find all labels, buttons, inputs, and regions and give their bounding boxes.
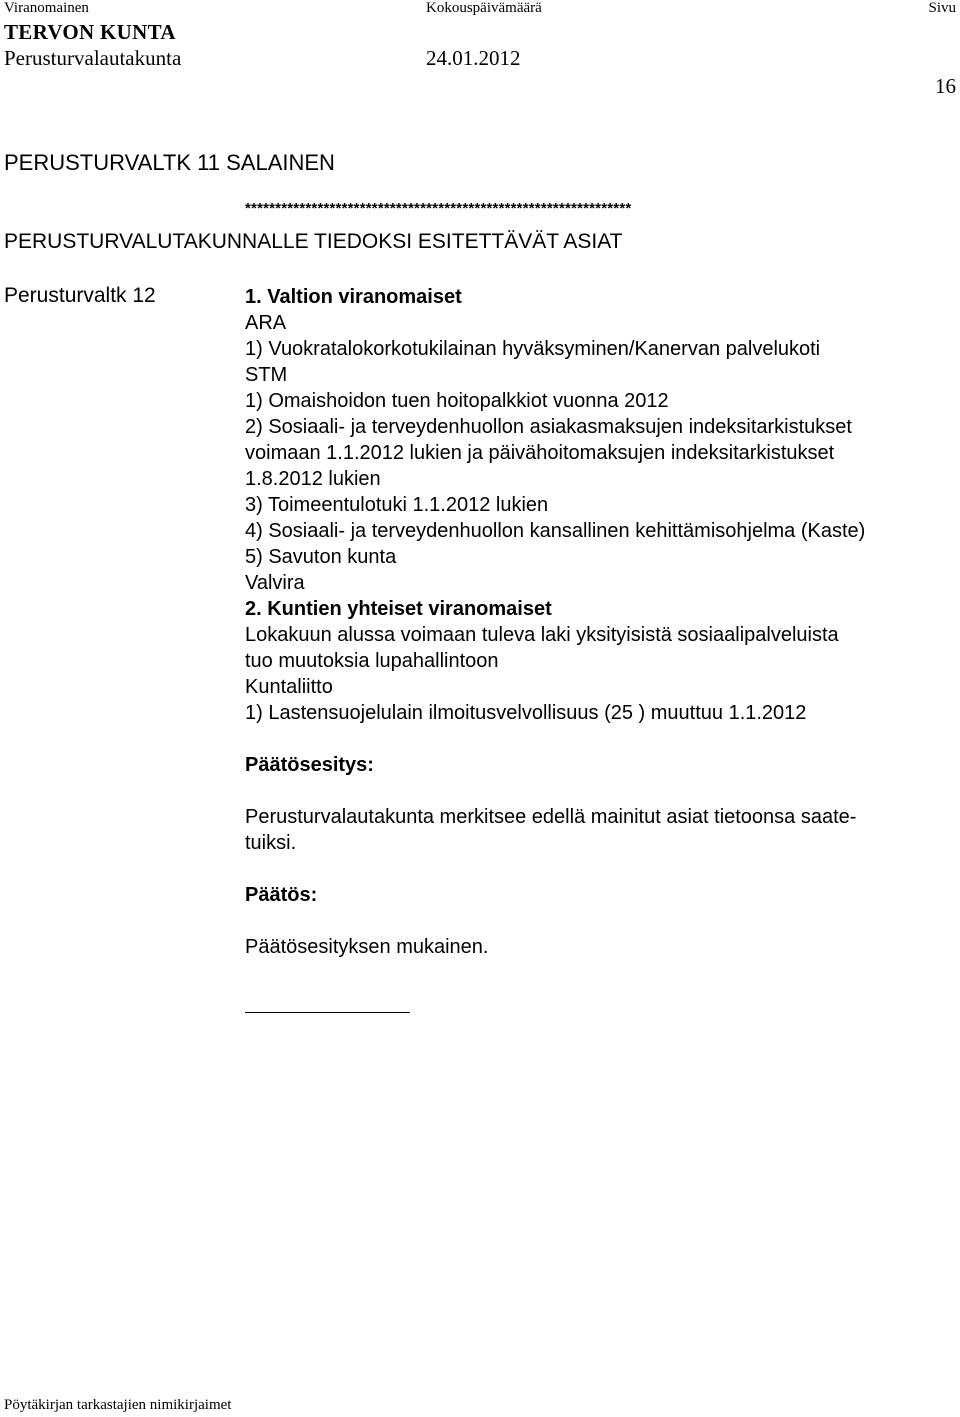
proposal-line-1: Perusturvalautakunta merkitsee edellä mainitut asiat tietoonsa saate- [245,806,857,828]
line-stm: STM [245,364,288,386]
proposal-label: Päätösesitys: [245,754,374,776]
line-stm-item-2c: 1.8.2012 lukien [245,468,381,490]
board-name: Perusturvalautakunta [4,46,182,70]
section-title: PERUSTURVALTK 11 SALAINEN [4,150,335,175]
heading-state-authorities: 1. Valtion viranomaiset [245,286,462,308]
decision-label: Päätös: [245,884,318,906]
decision-text: Päätösesityksen mukainen. [245,936,489,958]
heading-municipal-authorities: 2. Kuntien yhteiset viranomaiset [245,598,552,620]
page-number: 16 [935,74,956,98]
line-kuntaliitto-item-1: 1) Lastensuojelulain ilmoitusvelvollisuus (25 ) muuttuu 1.1.2012 [245,702,807,724]
line-valvira: Valvira [245,572,305,594]
header-meeting-date-label: Kokouspäivämäärä [426,0,542,16]
proposal-line-2: tuiksi. [245,832,297,854]
asterisk-separator: **************************************************************** [245,200,632,217]
line-stm-item-3: 3) Toimeentulotuki 1.1.2012 lukien [245,494,549,516]
footer-signatures-label: Pöytäkirjan tarkastajien nimikirjaimet [4,1397,232,1413]
line-ara: ARA [245,312,287,334]
line-stm-item-1: 1) Omaishoidon tuen hoitopalkkiot vuonna 2012 [245,390,669,412]
section-subtitle: PERUSTURVALUTAKUNNALLE TIEDOKSI ESITETTÄVÄT ASIAT [4,230,623,253]
line-stm-item-4: 4) Sosiaali- ja terveydenhuollon kansallinen kehittämisohjelma (Kaste) [245,520,866,542]
header-page-label: Sivu [928,0,956,16]
meeting-date: 24.01.2012 [426,46,521,70]
body-text [245,284,950,960]
header-authority-label: Viranomainen [4,0,89,16]
line-kuntaliitto: Kuntaliitto [245,676,333,698]
organization-name: TERVON KUNTA [4,20,176,44]
line-law-a: Lokakuun alussa voimaan tuleva laki yksityisistä sosiaalipalveluista [245,624,839,646]
line-stm-item-2b: voimaan 1.1.2012 lukien ja päivähoitomaksujen indeksitarkistukset [245,442,835,464]
line-law-b: tuo muutoksia lupahallintoon [245,650,499,672]
line-ara-item-1: 1) Vuokratalokorkotukilainan hyväksyminen/Kanervan palvelukoti [245,338,821,360]
paragraph-label: Perusturvaltk 12 [4,284,156,307]
signature-line [245,1012,410,1013]
line-stm-item-5: 5) Savuton kunta [245,546,397,568]
line-stm-item-2a: 2) Sosiaali- ja terveydenhuollon asiakasmaksujen indeksitarkistukset [245,416,852,438]
